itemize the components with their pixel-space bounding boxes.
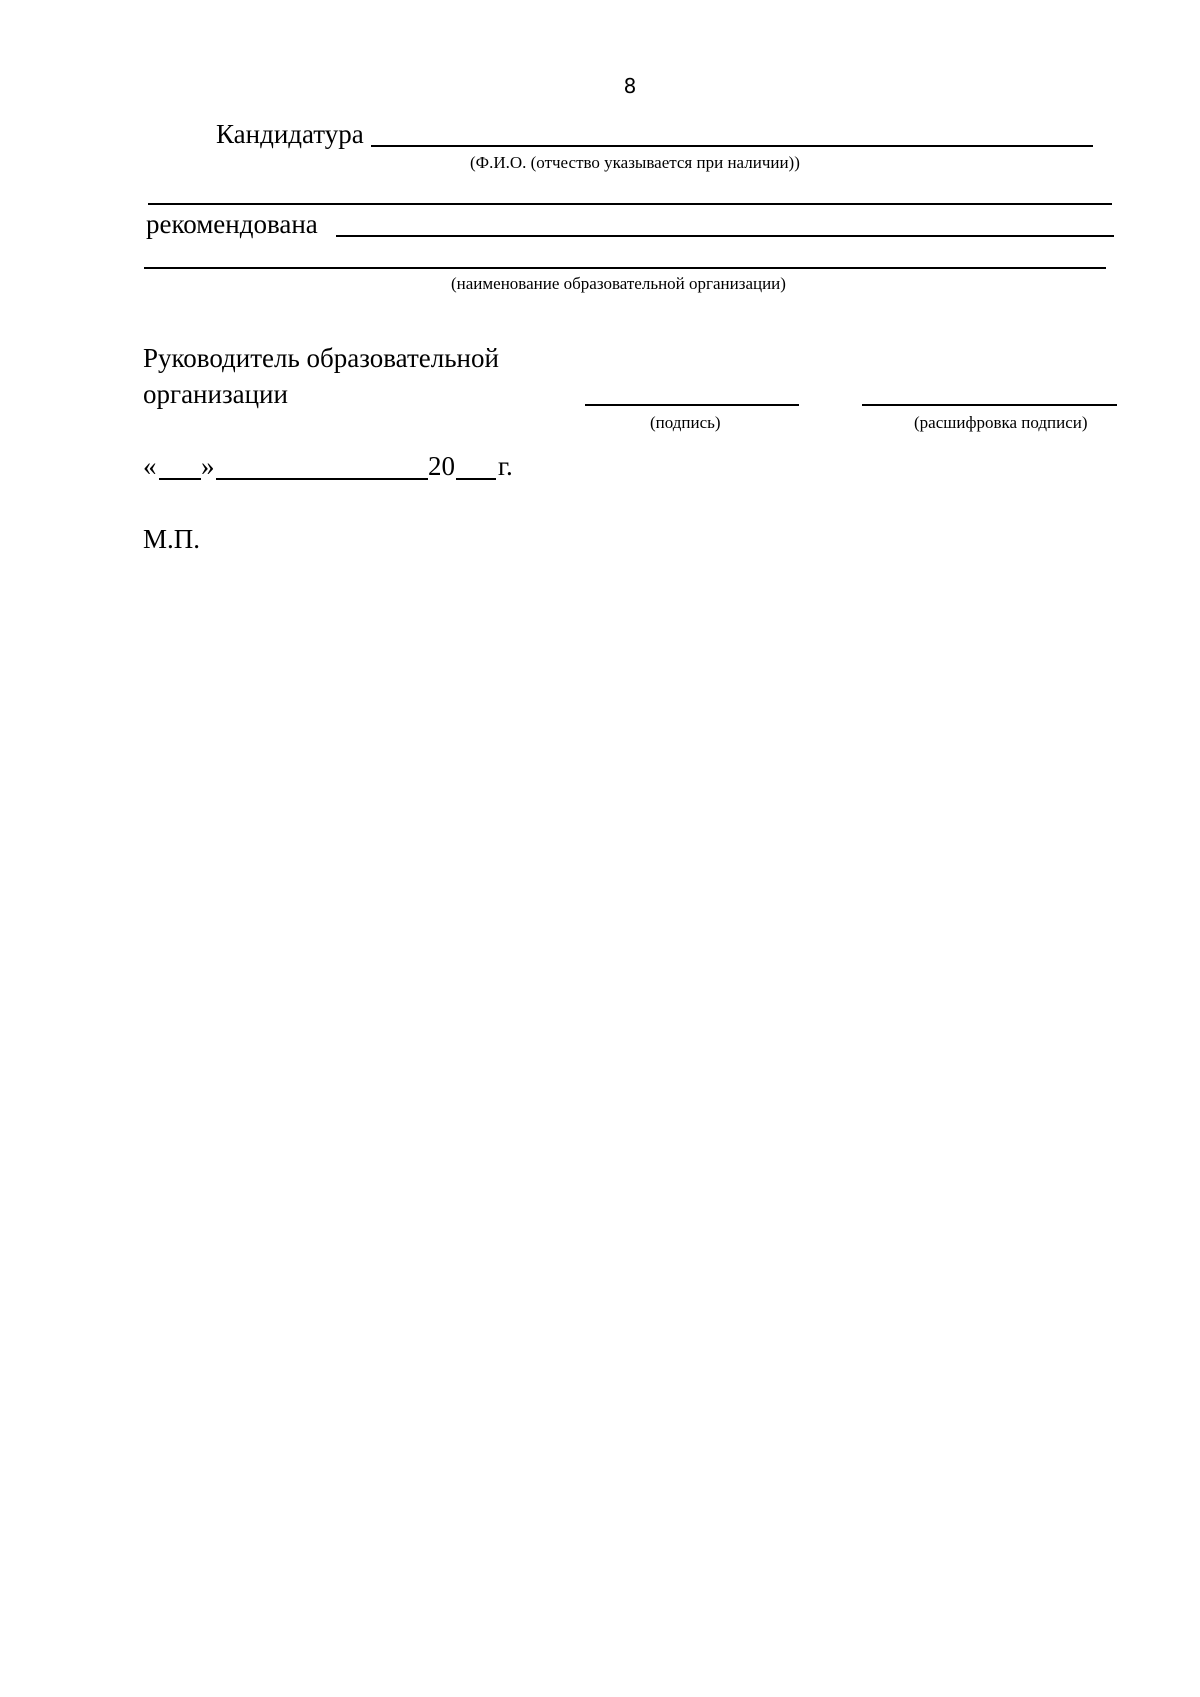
- candidate-caption: (Ф.И.О. (отчество указывается при наличии)): [470, 153, 800, 172]
- signature-decoding-line[interactable]: [862, 404, 1117, 406]
- date-day-line[interactable]: [159, 478, 201, 480]
- stamp-place-label: М.П.: [143, 524, 201, 554]
- date-close-quote: »: [201, 451, 215, 481]
- date-year-suffix: г.: [498, 451, 513, 481]
- recommended-label: рекомендована: [146, 209, 318, 239]
- date-year-line[interactable]: [456, 478, 496, 480]
- organization-caption: (наименование образовательной организации): [451, 274, 786, 293]
- signature-caption: (подпись): [650, 413, 721, 432]
- organization-line[interactable]: [336, 235, 1114, 237]
- head-label-line1: Руководитель образовательной: [143, 343, 499, 373]
- head-label-line2: организации: [143, 379, 288, 409]
- signature-decoding-caption: (расшифровка подписи): [914, 413, 1088, 432]
- signature-line[interactable]: [585, 404, 799, 406]
- date-century: 20: [428, 451, 455, 481]
- page-number: 8: [623, 74, 637, 98]
- candidate-label: Кандидатура: [216, 119, 364, 149]
- candidate-name-line-2[interactable]: [148, 203, 1112, 205]
- date-open-quote: «: [143, 451, 157, 481]
- date-month-line[interactable]: [216, 478, 428, 480]
- organization-line-2[interactable]: [144, 267, 1106, 269]
- candidate-name-line[interactable]: [371, 145, 1093, 147]
